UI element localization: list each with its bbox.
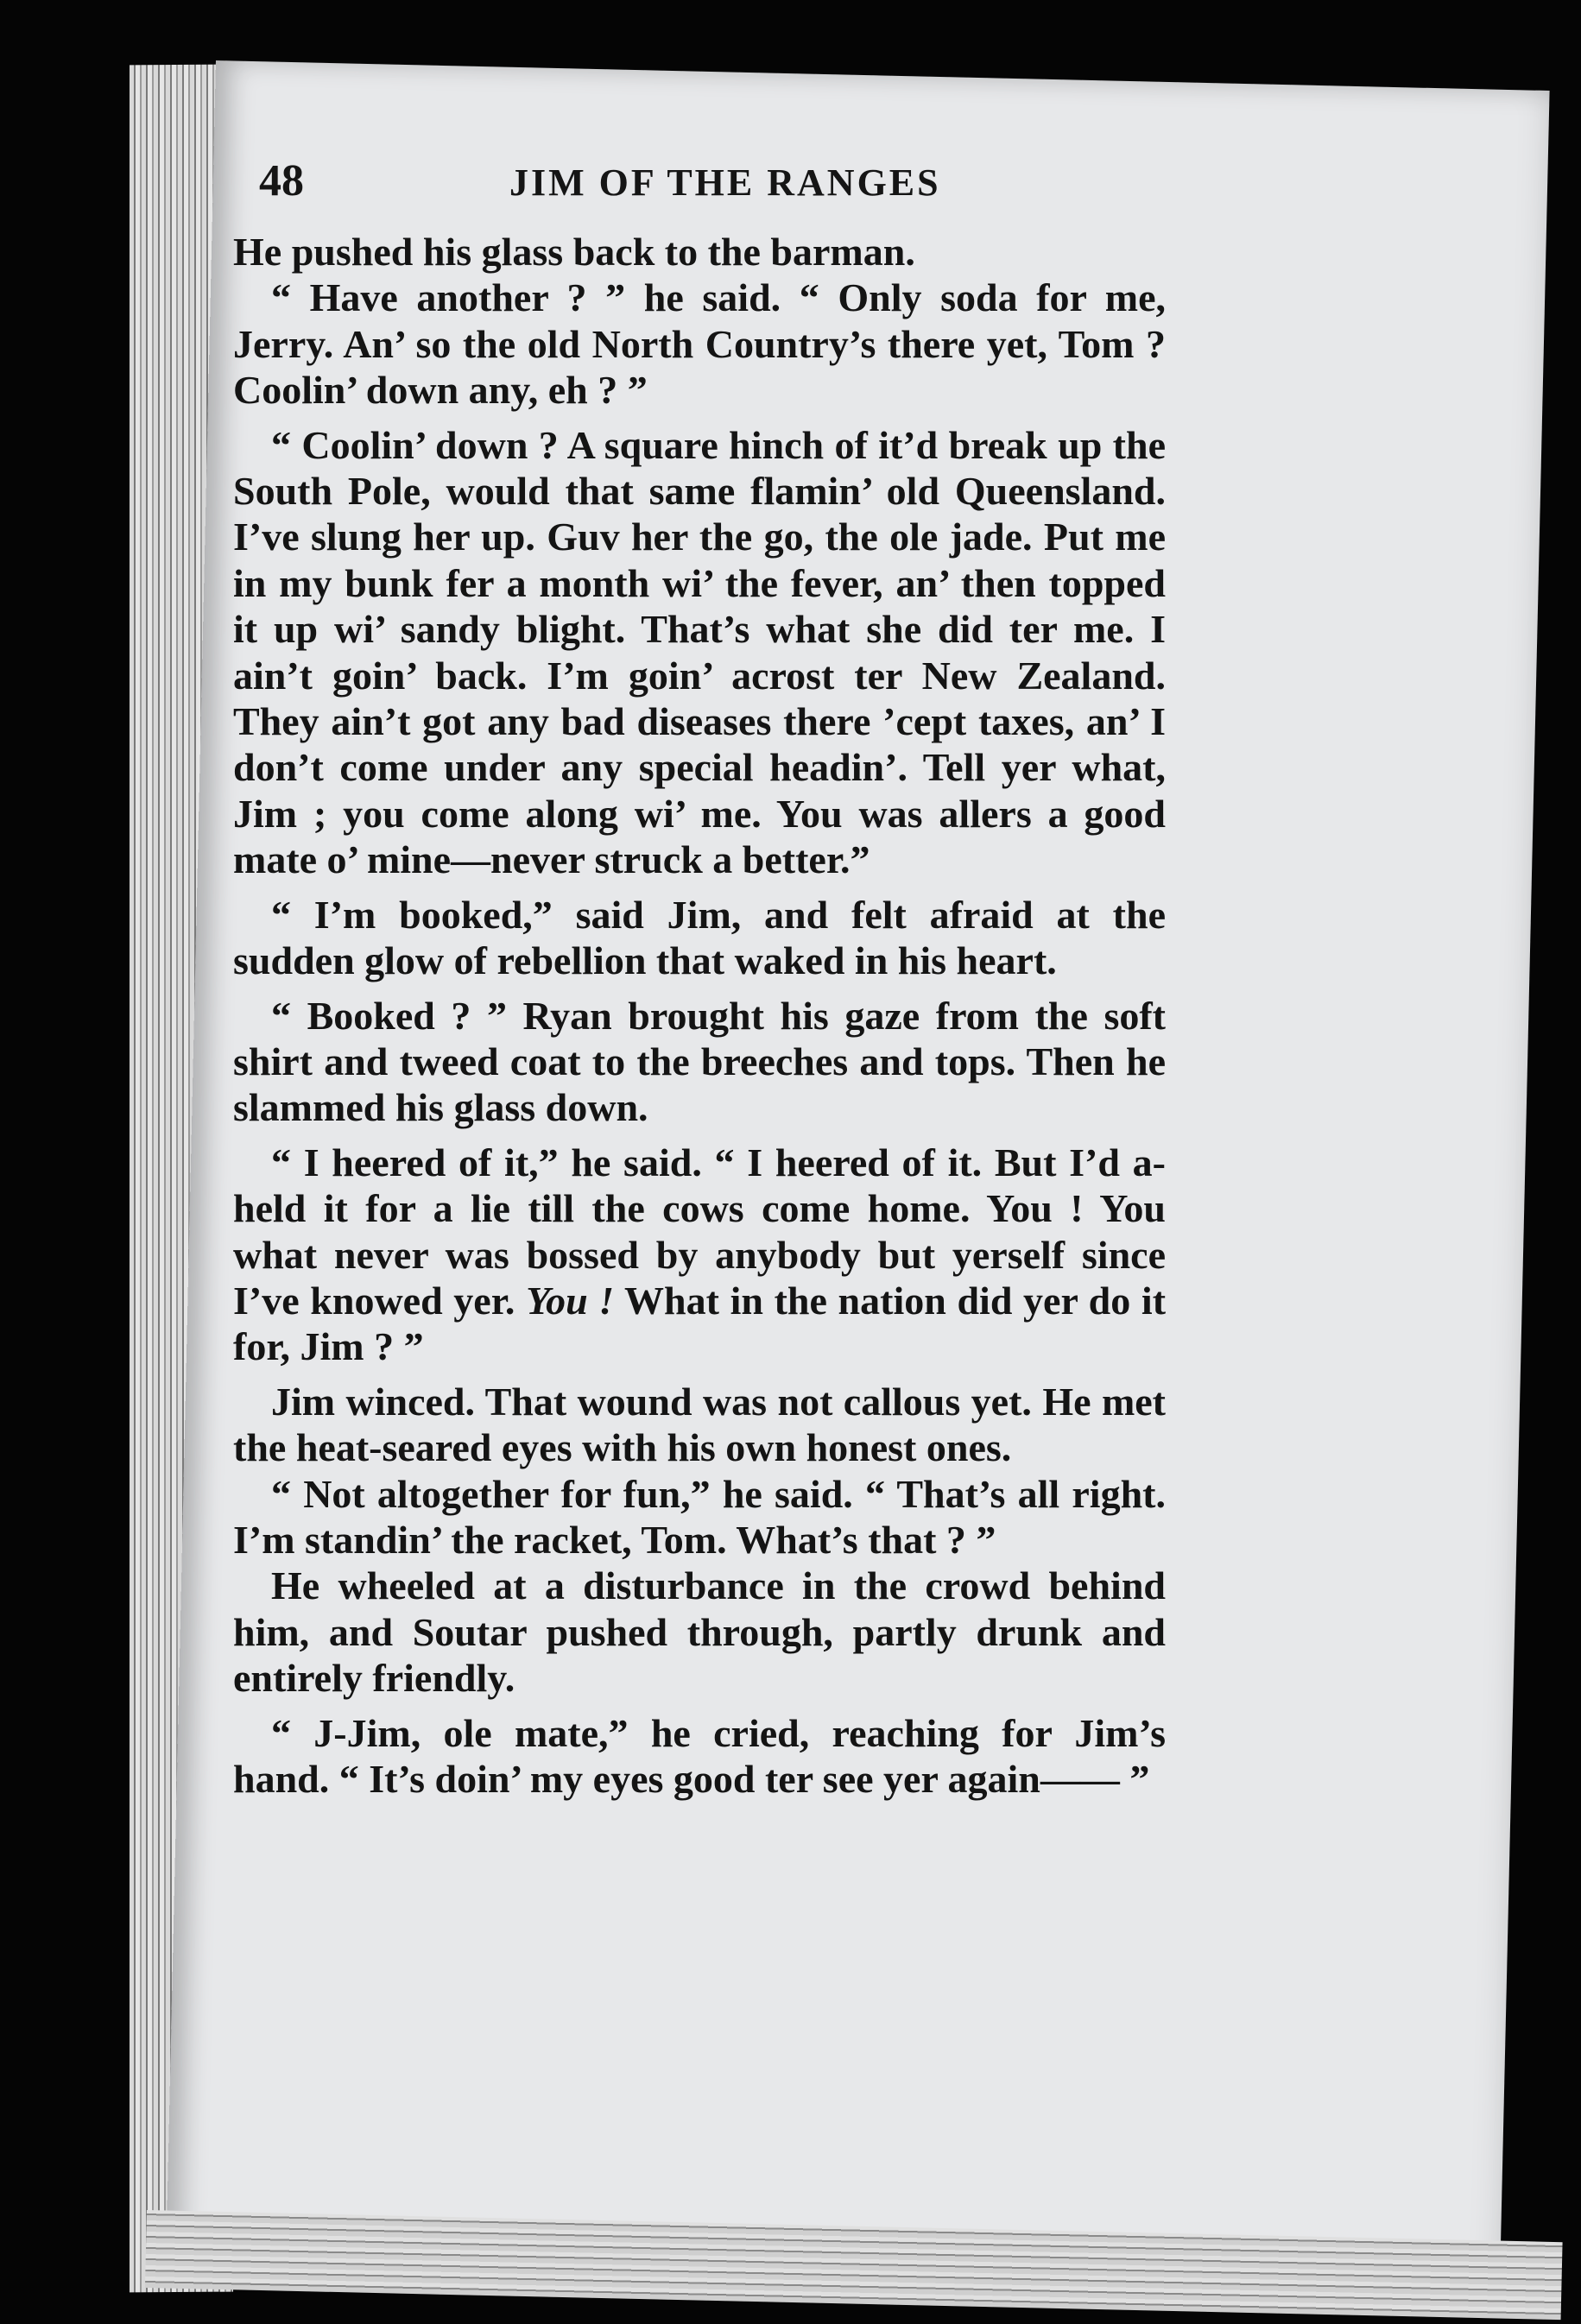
paragraph: “ Booked ? ” Ryan brought his gaze from the soft shirt and tweed coat to the breeches and tops. Then he slammed his glass down. (233, 993, 1166, 1130)
page-number: 48 (259, 156, 304, 205)
paragraph: “ I’m booked,” said Jim, and felt afraid at the sudden glow of rebellion that waked in his heart. (233, 892, 1166, 983)
emphasis-text: You ! (526, 1278, 615, 1323)
page-header (259, 155, 1019, 216)
paragraph: Jim winced. That wound was not callous yet. He met the heat-seared eyes with his own honest ones. (233, 1379, 1166, 1470)
paragraph (233, 1140, 1166, 1370)
paragraph: He wheeled at a disturbance in the crowd behind him, and Soutar pushed through, partly drunk and entirely friendly. (233, 1563, 1166, 1701)
paragraph-text: What in the nation did yer do it for, Jim ? ” (233, 1278, 1167, 1369)
paragraph: “ J-Jim, ole mate,” he cried, reaching for Jim’s hand. “ It’s doin’ my eyes good ter see yer again—— ” (233, 1710, 1166, 1801)
paragraph: “ Not altogether for fun,” he said. “ That’s all right. I’m standin’ the racket, Tom. What’s that ? ” (233, 1471, 1166, 1562)
paragraph: He pushed his glass back to the barman. (233, 230, 915, 274)
running-title: JIM OF THE RANGES (509, 161, 941, 204)
paragraph: “ Have another ? ” he said. “ Only soda for me, Jerry. An’ so the old North Country’s there yet, Tom ? Coolin’ down any, eh ? ” (233, 275, 1166, 413)
paragraph-text: “ I heered of it,” he said. “ I heered of it. But I’d a-held it for a lie till the cows come home. You ! You what never was bossed by anybody but yerself since I’ve knowed yer. (233, 1140, 1166, 1323)
body-text (233, 229, 1166, 1802)
paragraph: “ Coolin’ down ? A square hinch of it’d break up the South Pole, would that same flamin’ old Queensland. I’ve slung her up. Guv her the go, the ole jade. Put me in my bunk fer a month wi’ the fever, an’ then topped it up wi’ sandy blight. That’s what she did ter me. I ain’t goin’ back. I’m goin’ acrost ter New Zealand. They ain’t got any bad diseases there ’cept taxes, an’ I don’t come under any special headin’. Tell yer what, Jim ; you come along wi’ me. You was allers a good mate o’ mine—never struck a better.” (233, 422, 1166, 882)
